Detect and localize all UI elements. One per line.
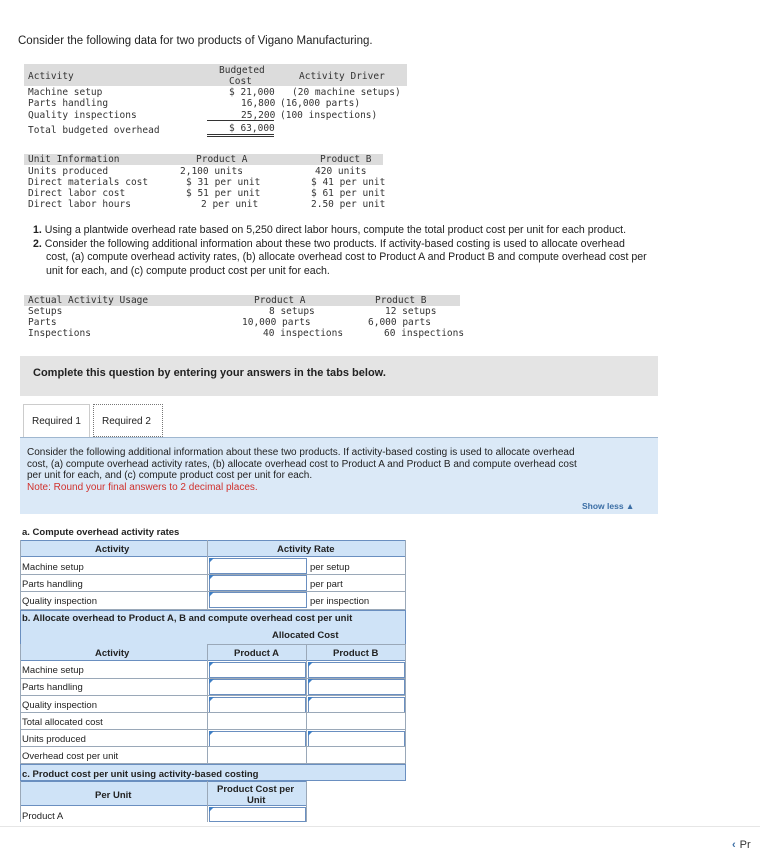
banner-text: Complete this question by entering your answers in the tabs below. (33, 367, 386, 379)
activity-row-label: Parts handling (28, 98, 109, 109)
setup-product-b-input[interactable] (308, 662, 405, 678)
activity-header: Activity (28, 71, 74, 82)
parts-product-a-input[interactable] (209, 679, 306, 695)
rounding-note: Note: Round your final answers to 2 decimal places. (27, 481, 258, 493)
part-b-row-label: Overhead cost per unit (22, 751, 119, 762)
tab-required-1[interactable]: Required 1 (23, 404, 90, 437)
prev-label: Pr (739, 839, 751, 851)
part-b-row-label: Parts handling (22, 682, 83, 693)
part-b-row-label: Units produced (22, 734, 86, 745)
activity-row-cost: $ 21,000 (229, 87, 275, 98)
part-c-cost-header: Product Cost per (217, 784, 295, 795)
part-b-row-label: Quality inspection (22, 700, 97, 711)
part-c-title: c. Product cost per unit using activity-based costing (22, 769, 259, 780)
setup-product-a-input[interactable] (209, 662, 306, 678)
row-rule (20, 695, 406, 696)
req-text: Consider the following additional information about these two products. If activity-based costing is used to allocate overhead (44, 237, 625, 250)
activity-row-driver: (100 inspections) (280, 110, 378, 121)
usage-row-a: 8 setups (269, 306, 315, 317)
usage-row-a: 10,000 parts (242, 317, 311, 328)
subtotal-rule (207, 120, 274, 121)
req-text: Using a plantwide overhead rate based on 5,250 direct labor hours, compute the total product cost per unit for each product. (44, 224, 627, 236)
inspection-product-a-input[interactable] (209, 697, 306, 713)
unit-row-a: 2,100 units (180, 166, 243, 177)
part-a-row-label: Quality inspection (22, 596, 97, 607)
units-product-a-input[interactable] (209, 731, 306, 747)
part-c-cost-header-unit: Unit (247, 795, 266, 806)
part-a-rate-header: Activity Rate (277, 544, 335, 555)
footer-divider (0, 826, 760, 827)
unit-row-label: Direct labor cost (28, 188, 126, 199)
part-a-activity-header: Activity (95, 544, 130, 555)
part-a-row-unit: per inspection (310, 596, 370, 607)
requirement-1 (33, 224, 733, 238)
usage-row-a: 40 inspections (263, 328, 344, 339)
unit-row-b: $ 61 per unit (311, 188, 386, 199)
usage-product-b-header: Product B (375, 295, 427, 306)
activity-row-label: Machine setup (28, 87, 103, 98)
part-a-row-label: Machine setup (22, 562, 84, 573)
part-c-row-label: Product A (22, 811, 64, 822)
part-b-row-label: Total allocated cost (22, 717, 103, 728)
total-overhead-label: Total budgeted overhead (28, 125, 160, 136)
unit-row-b: $ 41 per unit (311, 177, 386, 188)
unit-row-a: $ 31 per unit (186, 177, 261, 188)
row-rule (20, 746, 406, 747)
unit-row-a: 2 per unit (201, 199, 259, 210)
req-number: 2. (33, 237, 42, 250)
activity-row-driver: (16,000 parts) (280, 98, 361, 109)
req-number: 1. (33, 224, 42, 236)
row-rule (20, 729, 406, 730)
usage-row-label: Inspections (28, 328, 91, 339)
part-b-product-b-header: Product B (333, 648, 379, 659)
unit-row-label: Direct materials cost (28, 177, 149, 188)
product-a-cost-input[interactable] (209, 807, 306, 822)
req-text: cost, (a) compute overhead activity rates, (b) allocate overhead cost to Product A and Product B and compute overhead cost per (46, 251, 647, 263)
usage-product-a-header: Product A (254, 295, 306, 306)
unit-row-label: Direct labor hours (28, 199, 131, 210)
part-a-row-unit: per setup (310, 562, 350, 573)
driver-header: Activity Driver (299, 71, 385, 82)
unit-row-b: 2.50 per unit (311, 199, 386, 210)
instructions-banner (20, 356, 658, 396)
req-text: unit for each, and (c) compute product cost per unit for each. (46, 264, 330, 277)
activity-row-label: Quality inspections (28, 110, 137, 121)
total-overhead-value: $ 63,000 (207, 123, 274, 137)
usage-row-b: 60 inspections (384, 328, 465, 339)
part-c-per-unit-header: Per Unit (95, 790, 132, 801)
chevron-left-icon: ‹ (732, 839, 736, 851)
part-b-activity-header: Activity (95, 648, 130, 659)
info-text: cost, (a) compute overhead activity rates, (b) allocate overhead cost to Product A and Product B and compute overhead cost (27, 458, 577, 470)
unit-row-b: 420 units (315, 166, 367, 177)
part-rate-input[interactable] (209, 575, 307, 591)
question-info-panel (20, 437, 658, 514)
unit-product-a-header: Product A (196, 154, 248, 165)
activity-row-cost: 25,200 (241, 110, 276, 121)
row-rule (20, 712, 406, 713)
unit-row-label: Units produced (28, 166, 109, 177)
info-text: Consider the following additional information about these two products. If activity-based costing is used to allocate overhead (27, 447, 575, 458)
col-divider (207, 781, 208, 822)
intro-text: Consider the following data for two products of Vigano Manufacturing. (18, 35, 373, 47)
part-b-row-label: Machine setup (22, 665, 84, 676)
usage-row-label: Setups (28, 306, 63, 317)
usage-row-b: 12 setups (385, 306, 437, 317)
col-divider (207, 540, 208, 610)
tab-required-2[interactable]: Required 2 (93, 404, 163, 437)
col-divider (20, 781, 21, 822)
part-a-title: a. Compute overhead activity rates (22, 527, 180, 538)
part-a-row-unit: per part (310, 579, 343, 590)
parts-product-b-input[interactable] (308, 679, 405, 695)
requirements (33, 224, 733, 278)
part-b-product-a-header: Product A (234, 648, 280, 659)
unit-product-b-header: Product B (320, 154, 372, 165)
part-a-row-label: Parts handling (22, 579, 83, 590)
usage-header: Actual Activity Usage (28, 295, 149, 306)
cost-header: Cost (229, 76, 252, 87)
col-divider (20, 540, 21, 610)
usage-row-label: Parts (28, 317, 57, 328)
info-text: per unit for each, and (c) compute product cost per unit for each. (27, 470, 313, 481)
allocated-cost-header: Allocated Cost (272, 630, 339, 641)
unit-info-header: Unit Information (28, 154, 120, 165)
col-divider (306, 781, 307, 822)
unit-row-a: $ 51 per unit (186, 188, 261, 199)
usage-row-b: 6,000 parts (368, 317, 431, 328)
setup-rate-input[interactable] (209, 558, 307, 574)
requirement-2 (33, 238, 733, 252)
prev-button[interactable] (732, 839, 751, 851)
part-b-title: b. Allocate overhead to Product A, B and compute overhead cost per unit (22, 613, 353, 624)
activity-row-cost: 16,800 (241, 98, 276, 109)
inspection-product-b-input[interactable] (308, 697, 405, 713)
activity-row-driver: (20 machine setups) (292, 87, 401, 98)
budgeted-header: Budgeted (219, 65, 265, 76)
show-less-link[interactable]: Show less ▲ (582, 501, 635, 511)
part-a-header-row (20, 540, 406, 557)
col-divider (405, 540, 406, 610)
inspection-rate-input[interactable] (209, 592, 307, 608)
units-product-b-input[interactable] (308, 731, 405, 747)
